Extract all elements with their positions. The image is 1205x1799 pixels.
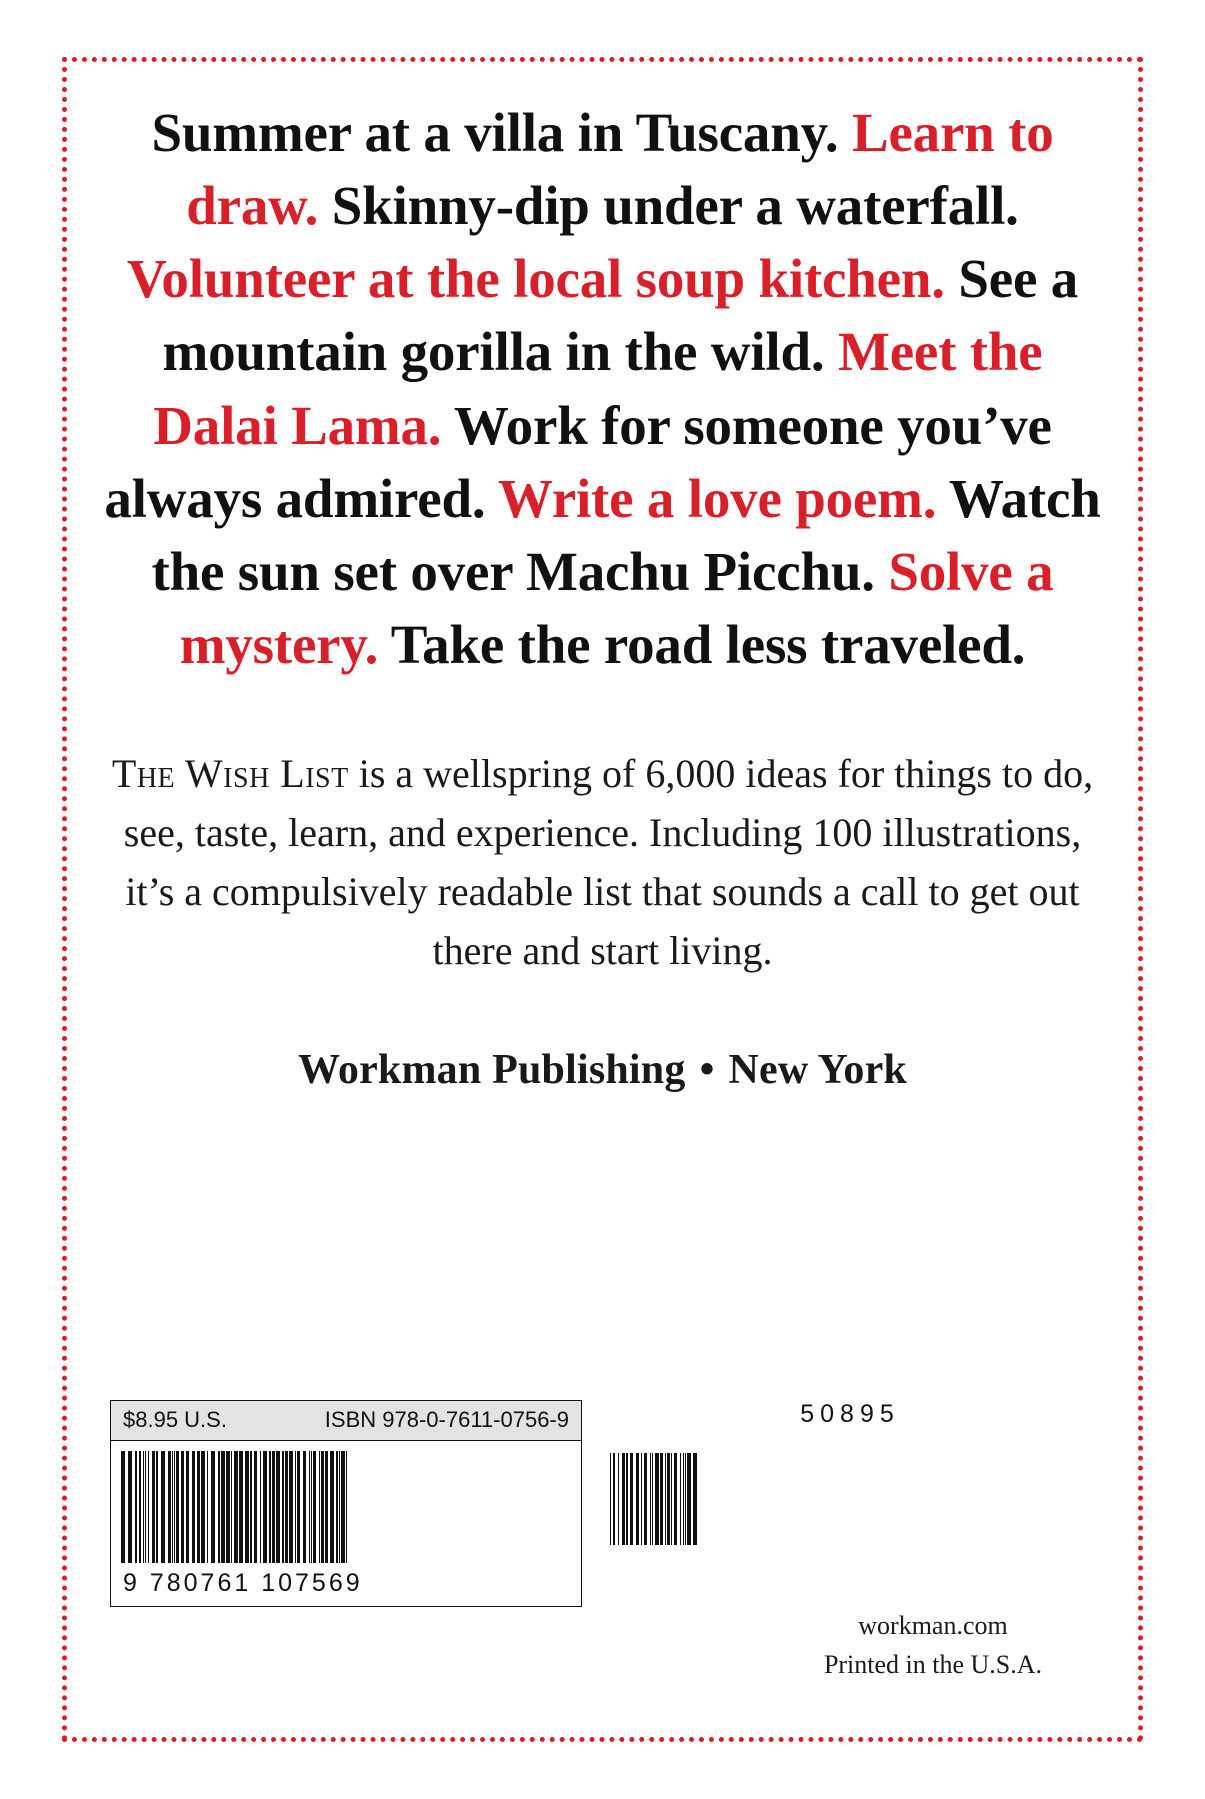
barcode-header bbox=[111, 1401, 581, 1441]
headline-segment-11: Take the road less traveled. bbox=[390, 613, 1026, 675]
headline-segment-4: Volunteer at the local soup kitchen. bbox=[126, 248, 959, 310]
headline-segment-3: Skinny-dip under a waterfall. bbox=[331, 175, 1019, 237]
headline-segment-5: See a mountain gorilla in the wild. bbox=[162, 248, 1079, 383]
headline-block bbox=[96, 96, 1109, 681]
publisher-city: New York bbox=[728, 1047, 907, 1094]
isbn-label: ISBN 978-0-7611-0756-9 bbox=[324, 1407, 569, 1432]
headline-segment-7: Work for someone you’ve always admired. bbox=[104, 394, 1052, 529]
book-title: The Wish List bbox=[111, 751, 349, 797]
blurb-paragraph bbox=[96, 745, 1109, 980]
publisher-name: Workman Publishing bbox=[297, 1047, 686, 1094]
publisher-separator: • bbox=[699, 1047, 715, 1094]
addon-barcode-graphic bbox=[610, 1433, 1090, 1545]
cover-content bbox=[96, 96, 1109, 1094]
imprint-block bbox=[768, 1606, 1098, 1684]
headline-segment-1: Summer at a villa in Tuscany. bbox=[151, 102, 852, 163]
price-label: $8.95 U.S. bbox=[123, 1407, 227, 1432]
printed-text: Printed in the U.S.A. bbox=[823, 1650, 1043, 1679]
publisher-line bbox=[96, 1046, 1109, 1094]
website-text: workman.com bbox=[858, 1611, 1008, 1640]
headline-segment-9: Watch the sun set over Machu Picchu. bbox=[151, 467, 1101, 602]
barcode-box bbox=[110, 1400, 582, 1607]
ean-digits: 9 780761 107569 bbox=[123, 1569, 363, 1597]
barcode-addon bbox=[610, 1400, 1090, 1545]
headline-segment-8: Write a love poem. bbox=[497, 467, 949, 529]
blurb-text: is a wellspring of 6,000 ideas for things to do, see, taste, learn, and experience. Including 100 illustrations, it’s a compulsively readable list that sounds a call to get out there and start living. bbox=[123, 751, 1094, 973]
addon-digits: 50895 bbox=[800, 1400, 900, 1428]
ean-barcode-graphic bbox=[121, 1451, 349, 1563]
headline-segment-6: Meet the Dalai Lama. bbox=[153, 321, 1043, 456]
headline-segment-10: Solve a mystery. bbox=[179, 540, 1054, 675]
barcode-area bbox=[110, 1400, 1100, 1690]
headline-segment-2: Learn to draw. bbox=[186, 102, 1054, 237]
barcode-body bbox=[111, 1441, 581, 1569]
